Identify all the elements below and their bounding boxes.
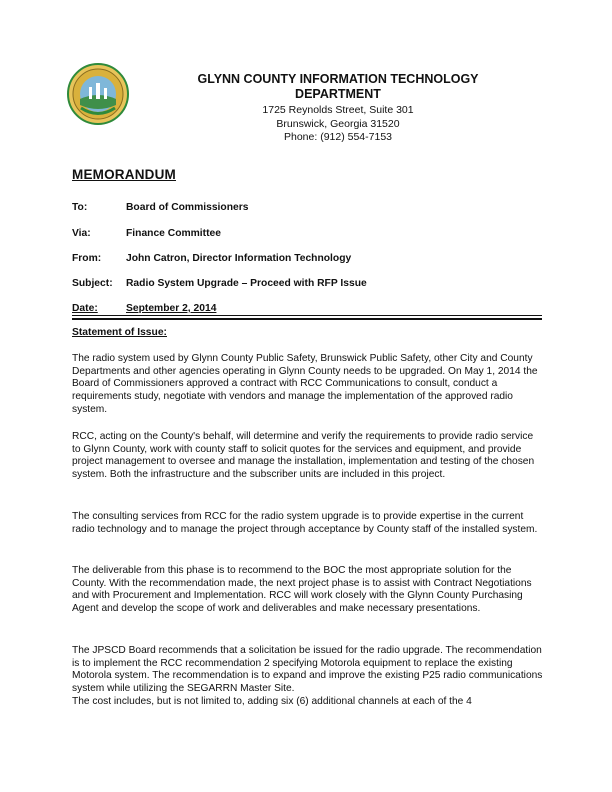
statement-of-issue-heading: Statement of Issue: [72, 327, 167, 338]
memo-subject-value: Radio System Upgrade – Proceed with RFP Issue [126, 278, 367, 289]
address-phone: Phone: (912) 554-7153 [284, 131, 392, 144]
memo-date-value: September 2, 2014 [126, 303, 217, 314]
letterhead-line-1: GLYNN COUNTY INFORMATION TECHNOLOGY [197, 72, 479, 86]
address-city: Brunswick, Georgia 31520 [276, 117, 400, 130]
memo-from-label: From: [72, 253, 102, 264]
body-paragraph-2: RCC, acting on the County's behalf, will determine and verify the requirements to provide radio service to Glynn County, work with county staff to solicit quotes for the services and equipment, and provide project management to oversee and manage the installation, implementation and testing of the chosen system. Both the infrastructure and the subscriber units are included in this project. [72, 431, 535, 481]
letterhead-line-2: DEPARTMENT [295, 87, 381, 101]
body-paragraph-6: The cost includes, but is not limited to, adding six (6) additional channels at each of the 4 [72, 696, 472, 707]
memo-subject-label: Subject: [72, 278, 113, 289]
memo-to-value: Board of Commissioners [126, 202, 249, 213]
body-paragraph-3: The consulting services from RCC for the radio system upgrade is to provide expertise in the current radio technology and to manage the project through acceptance by County staff of the installed system. [72, 511, 538, 535]
body-paragraph-4: The deliverable from this phase is to recommend to the BOC the most appropriate solution for the County. With the recommendation made, the next project phase is to assist with Contract Negotiations and with Procurement and Implementation. RCC will work closely with the Glynn County Purchasing Agent and develop the scope of work and deliverables and make necessary presentations. [72, 565, 532, 615]
memo-to-label: To: [72, 202, 88, 213]
memo-from-value: John Catron, Director Information Technology [126, 253, 352, 264]
body-paragraph-5: The JPSCD Board recommends that a solicitation be issued for the radio upgrade. The recommendation is to implement the RCC recommendation 2 specifying Motorola equipment to replace the existing Motorola system. The recommendation is to expand and improve the existing P25 radio communications system while utilizing the SEGARRN Master Site. [72, 645, 543, 695]
letterhead-address [232, 104, 444, 145]
memo-via-label: Via: [72, 228, 91, 239]
memo-via-value: Finance Committee [126, 228, 221, 239]
address-street: 1725 Reynolds Street, Suite 301 [262, 104, 414, 116]
body-paragraph-1: The radio system used by Glynn County Public Safety, Brunswick Public Safety, other City and County Departments and other agencies operating in Glynn County needs to be upgraded. On May 1, 2014 the Board of Commissioners approved a contract with RCC Communications to consult, conduct a requirements study, negotiate with vendors and manage the implementation of the approved radio system. [72, 353, 538, 415]
memo-title: MEMORANDUM [72, 167, 176, 182]
header-divider-thick [72, 318, 542, 320]
memo-date-label: Date: [72, 303, 98, 314]
header-divider-thin [72, 315, 542, 316]
letterhead-title [160, 72, 516, 102]
county-seal-icon [67, 63, 129, 125]
